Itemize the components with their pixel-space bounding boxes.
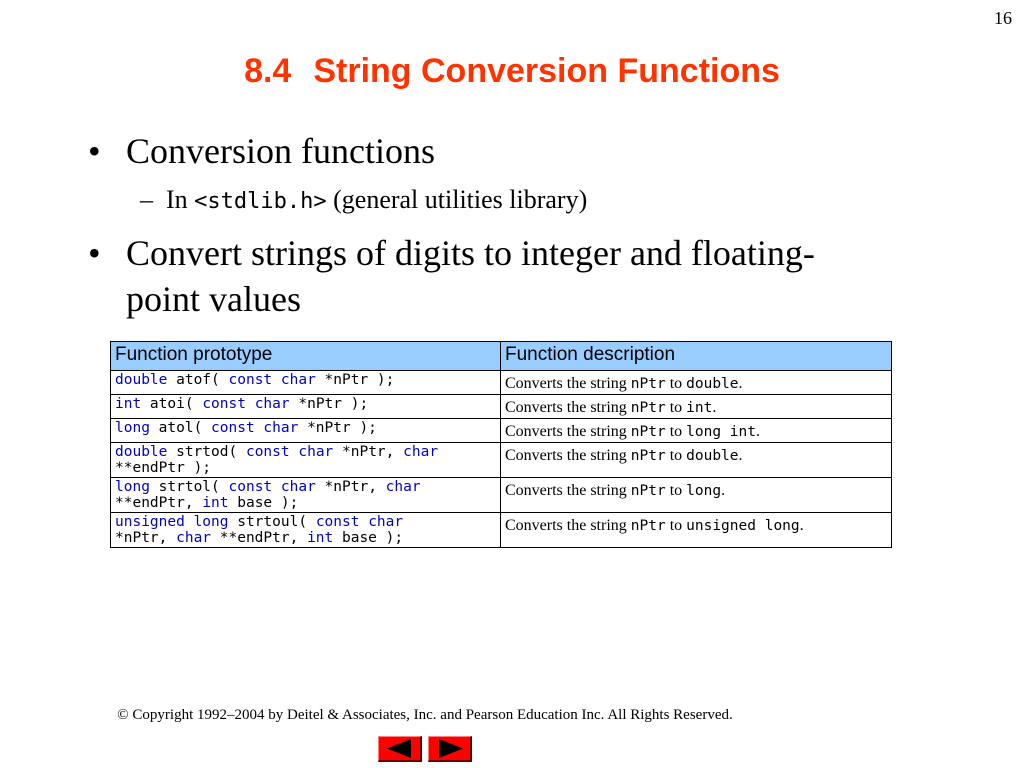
code-token: base ); <box>333 530 404 546</box>
desc-to: to <box>665 375 687 392</box>
code-token: *nPtr ); <box>298 420 377 436</box>
sub-bullet <box>140 185 587 215</box>
keyword-token: const <box>228 479 273 495</box>
function-prototype-cell <box>111 513 501 548</box>
bullet-icon: • <box>88 233 101 273</box>
param-name: nPtr <box>630 400 666 416</box>
keyword-token: double <box>115 444 168 460</box>
function-description-cell <box>501 443 892 478</box>
code-token: base ); <box>228 495 299 511</box>
prototype-line <box>115 420 496 436</box>
prototype-line <box>115 479 496 495</box>
desc-to: to <box>665 517 687 534</box>
keyword-token: long <box>115 479 150 495</box>
prototype-line <box>115 396 496 412</box>
code-token: atol( <box>149 420 212 436</box>
keyword-token: char <box>368 514 404 530</box>
desc-to: to <box>665 399 687 416</box>
code-token: **endPtr, <box>115 495 203 511</box>
keyword-token: const <box>245 444 290 460</box>
target-type: double <box>686 376 739 392</box>
keyword-token: double <box>115 372 168 388</box>
function-description-cell <box>501 513 892 548</box>
keyword-token: int <box>115 396 142 412</box>
code-token: *nPtr, <box>115 530 177 546</box>
function-table <box>110 341 892 548</box>
function-prototype-cell <box>111 419 501 443</box>
desc-prefix: Converts the string <box>505 482 631 499</box>
keyword-token: const <box>315 514 360 530</box>
prototype-line <box>115 514 496 530</box>
code-token: *nPtr ); <box>289 396 369 412</box>
function-description-cell <box>501 371 892 395</box>
next-slide-button[interactable] <box>428 736 472 762</box>
target-type: long <box>686 483 722 499</box>
bullet-icon: • <box>88 131 101 171</box>
table-header-row <box>111 342 892 371</box>
param-name: nPtr <box>630 518 666 534</box>
slide-navigation <box>378 736 472 762</box>
function-description-cell <box>501 419 892 443</box>
desc-prefix: Converts the string <box>505 517 631 534</box>
header-file-name: <stdlib.h> <box>194 189 327 214</box>
triangle-right-icon <box>429 737 470 760</box>
bullet-text: Conversion functions <box>126 131 435 171</box>
keyword-token: int <box>202 495 229 511</box>
keyword-token: char <box>298 444 334 460</box>
param-name: nPtr <box>630 483 666 499</box>
keyword-token: long <box>115 420 150 436</box>
table-row <box>111 478 892 513</box>
code-token: **endPtr ); <box>115 460 212 476</box>
desc-prefix: Converts the string <box>505 375 631 392</box>
copyright-notice: © Copyright 1992–2004 by Deitel & Associates, Inc. and Pearson Education Inc. All Rights Reserved. <box>117 707 733 723</box>
desc-to: to <box>665 482 687 499</box>
target-type: int <box>686 400 713 416</box>
period: . <box>799 517 804 534</box>
prototype-line <box>115 460 496 476</box>
table-row <box>111 371 892 395</box>
keyword-token: long <box>193 514 229 530</box>
code-token <box>246 396 255 412</box>
section-number: 8.4 <box>244 52 292 90</box>
keyword-token: unsigned <box>115 514 185 530</box>
period: . <box>738 375 743 392</box>
slide-number: 16 <box>994 8 1012 28</box>
header-function-description: Function description <box>501 342 892 371</box>
code-token <box>272 372 281 388</box>
period: . <box>712 399 717 416</box>
code-token <box>359 514 368 530</box>
desc-prefix: Converts the string <box>505 447 631 464</box>
prototype-line <box>115 444 496 460</box>
param-name: nPtr <box>630 376 666 392</box>
function-description-cell <box>501 478 892 513</box>
table-body <box>111 371 892 548</box>
function-prototype-cell <box>111 395 501 419</box>
function-prototype-cell <box>111 443 501 478</box>
period: . <box>721 482 726 499</box>
bullet-text-line1: Convert strings of digits to integer and floating- <box>126 233 815 273</box>
prototype-line <box>115 530 496 546</box>
slide-title <box>0 52 1024 91</box>
code-token: *nPtr, <box>333 444 404 460</box>
table-row <box>111 395 892 419</box>
keyword-token: char <box>263 420 299 436</box>
function-prototype-cell <box>111 371 501 395</box>
dash-icon: – <box>140 185 153 214</box>
keyword-token: const <box>202 396 246 412</box>
sub-bullet-prefix: In <box>166 185 195 214</box>
code-token: strtol( <box>149 479 229 495</box>
table-row <box>111 443 892 478</box>
keyword-token: char <box>280 479 316 495</box>
code-token <box>185 514 194 530</box>
function-prototype-cell <box>111 478 501 513</box>
keyword-token: int <box>307 530 334 546</box>
bullet-text-line2: point values <box>126 279 301 319</box>
code-token: *nPtr, <box>315 479 386 495</box>
header-function-prototype: Function prototype <box>111 342 501 371</box>
code-token <box>272 479 281 495</box>
code-token: strtod( <box>167 444 246 460</box>
code-token: **endPtr, <box>211 530 308 546</box>
keyword-token: const <box>228 372 273 388</box>
code-token: atoi( <box>141 396 203 412</box>
prototype-line <box>115 495 496 511</box>
code-token: atof( <box>167 372 229 388</box>
desc-prefix: Converts the string <box>505 399 631 416</box>
prototype-line <box>115 372 496 388</box>
sub-bullet-suffix: (general utilities library) <box>326 185 588 214</box>
keyword-token: const <box>211 420 255 436</box>
title-text: String Conversion Functions <box>313 52 780 90</box>
target-type: double <box>686 448 739 464</box>
keyword-token: char <box>385 479 421 495</box>
code-token: strtoul( <box>228 514 316 530</box>
table-row <box>111 419 892 443</box>
keyword-token: char <box>280 372 316 388</box>
desc-to: to <box>665 447 687 464</box>
previous-slide-button[interactable] <box>378 736 422 762</box>
desc-to: to <box>665 423 687 440</box>
target-type: unsigned long <box>686 518 800 534</box>
code-token: *nPtr ); <box>315 372 395 388</box>
param-name: nPtr <box>630 424 666 440</box>
desc-prefix: Converts the string <box>505 423 631 440</box>
param-name: nPtr <box>630 448 666 464</box>
keyword-token: char <box>403 444 439 460</box>
period: . <box>738 447 743 464</box>
period: . <box>755 423 760 440</box>
triangle-left-icon <box>379 737 420 760</box>
target-type: long int <box>686 424 756 440</box>
keyword-token: char <box>176 530 212 546</box>
function-description-cell <box>501 395 892 419</box>
keyword-token: char <box>254 396 290 412</box>
table-row <box>111 513 892 548</box>
